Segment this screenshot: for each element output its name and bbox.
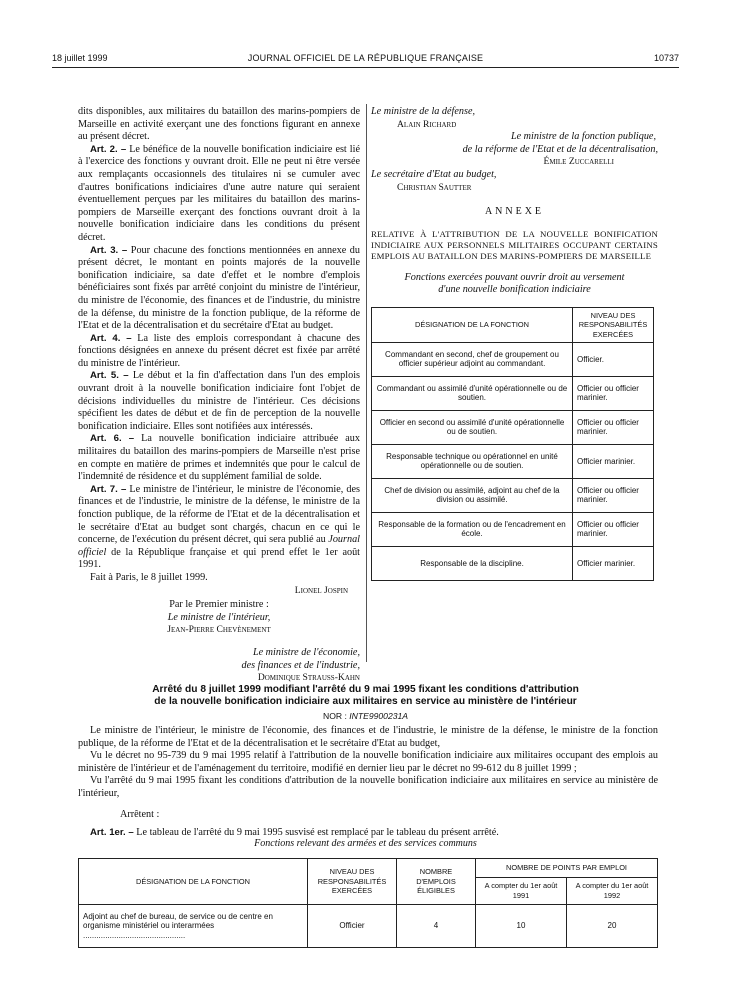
arretent: Arrêtent : bbox=[120, 808, 160, 820]
journal-officiel-ref: Journal officiel bbox=[78, 534, 360, 558]
article-5 bbox=[78, 370, 360, 433]
arrete-title bbox=[52, 684, 679, 708]
cell-niveau: Officier ou officier marinier. bbox=[573, 376, 654, 410]
right-column bbox=[371, 106, 658, 581]
table-header-row bbox=[79, 859, 658, 878]
nor-reference bbox=[52, 710, 679, 723]
minister-public-service-name: Émile Zuccarelli bbox=[543, 156, 614, 168]
annexe-caption-line-1: Fonctions exercées pouvant ouvrir droit au versement bbox=[404, 271, 625, 283]
annexe-caption-line-2: d'une nouvelle bonification indiciaire bbox=[438, 284, 591, 296]
nor-label: NOR : bbox=[322, 711, 350, 721]
article-label: Art. 1er. – bbox=[90, 827, 134, 839]
signature-premier-ministre: Lionel Jospin bbox=[294, 584, 348, 596]
table-row bbox=[79, 905, 658, 948]
left-column bbox=[78, 106, 360, 685]
cell-nombre: 4 bbox=[397, 905, 476, 948]
cell-fonction: Officier en second ou assimilé d'unité opérationnelle ou de soutien. bbox=[372, 410, 573, 444]
article-text: Le ministre de l'intérieur, le ministre de l'économie, des finances et de l'industrie, le ministre de la défense, le ministre de la fonction publique, de la réforme de l'Etat et de la décentralisation et le secrétaire d'Etat au budget sont chargés, chacun en ce qui le concerne, de l'exécution du présent décret, qui sera publié au bbox=[78, 483, 360, 546]
cell-fonction: Responsable technique ou opérationnel en unité opérationnelle ou de soutien. bbox=[372, 444, 573, 478]
cell-niveau: Officier ou officier marinier. bbox=[573, 512, 654, 546]
budget-secretary-title: Le secrétaire d'Etat au budget, bbox=[371, 168, 497, 180]
par-le-premier-ministre: Par le Premier ministre : bbox=[169, 599, 269, 611]
annexe-heading: ANNEXE bbox=[484, 206, 545, 218]
annexe-subheading: RELATIVE À L'ATTRIBUTION DE LA NOUVELLE BONIFICATION INDICIAIRE AUX PERSONNELS MILITAIRES OCCUPANT CERTAINS EMPLOIS AU BATAILLON DES MARINS-POMPIERS DE MARSEILLE bbox=[371, 228, 658, 261]
minister-public-service-title: Le ministre de la fonction publique, bbox=[510, 131, 656, 143]
cell-niveau: Officier ou officier marinier. bbox=[573, 410, 654, 444]
header-date: 18 juillet 1999 bbox=[52, 53, 108, 63]
col-header-designation: DÉSIGNATION DE LA FONCTION bbox=[79, 859, 308, 905]
cell-fonction: Commandant en second, chef de groupement ou officier supérieur adjoint au commandant. bbox=[372, 342, 573, 376]
cell-niveau: Officier bbox=[308, 905, 397, 948]
table-row bbox=[372, 410, 654, 444]
cell-niveau: Officier marinier. bbox=[573, 444, 654, 478]
article-2 bbox=[78, 144, 360, 245]
col-header-niveau: NIVEAU DES RESPONSABILITÉS EXERCÉES bbox=[308, 859, 397, 905]
cell-points-1992: 20 bbox=[567, 905, 658, 948]
cell-fonction: Chef de division ou assimilé, adjoint au chef de la division ou assimilé. bbox=[372, 478, 573, 512]
cell-points-1991: 10 bbox=[476, 905, 567, 948]
header-page-number: 10737 bbox=[653, 53, 679, 63]
article-7 bbox=[78, 484, 360, 572]
col-header-1992: A compter du 1er août 1992 bbox=[567, 878, 658, 905]
header-journal: JOURNAL OFFICIEL DE LA RÉPUBLIQUE FRANÇAISE bbox=[247, 53, 484, 63]
col-header-1991: A compter du 1er août 1991 bbox=[476, 878, 567, 905]
arrete-preamble: Le ministre de l'intérieur, le ministre de l'économie, des finances et de l'industrie, le ministre de la défense, le ministre de la fonction publique, de la réforme de l'Etat et de la décentralisation et le secrétaire d'Etat au budget, bbox=[78, 725, 658, 749]
minister-interior-name: Jean-Pierre Chevènement bbox=[167, 624, 271, 636]
cell-niveau: Officier ou officier marinier. bbox=[573, 478, 654, 512]
minister-defense-title: Le ministre de la défense, bbox=[371, 106, 476, 117]
minister-economy-title-2: des finances et de l'industrie, bbox=[241, 659, 360, 671]
minister-economy-title: Le ministre de l'économie, bbox=[252, 646, 360, 658]
minister-defense-name: Alain Richard bbox=[397, 118, 457, 130]
arrete-vu-arrete: Vu l'arrêté du 9 mai 1995 fixant les conditions d'attribution de la nouvelle bonification indiciaire aux militaires en service au ministère de l'intérieur, bbox=[78, 775, 658, 799]
cell-fonction: Responsable de la formation ou de l'encadrement en école. bbox=[372, 512, 573, 546]
column-divider bbox=[366, 104, 367, 662]
article-label: Art. 2. – bbox=[90, 143, 127, 155]
table-caption: Fonctions relevant des armées et des services communs bbox=[254, 838, 477, 849]
article-6 bbox=[78, 433, 360, 483]
table-header-row bbox=[372, 307, 654, 342]
article-4 bbox=[78, 333, 360, 371]
arrete-vu-decret: Vu le décret no 95-739 du 9 mai 1995 relatif à l'attribution de la nouvelle bonification indiciaire aux militaires occupant des emplois au ministère de l'intérieur et de l'aménagement du territoire, modifié en dernier lieu par le décret no 99-612 du 8 juillet 1999 ; bbox=[78, 750, 658, 774]
arrete-body bbox=[78, 725, 658, 840]
cell-niveau: Officier marinier. bbox=[573, 546, 654, 580]
col-header-designation: DÉSIGNATION DE LA FONCTION bbox=[372, 307, 573, 342]
table-row bbox=[372, 546, 654, 580]
table-row bbox=[372, 342, 654, 376]
article-label: Art. 5. – bbox=[90, 370, 129, 382]
paragraph-continuation: dits disponibles, aux militaires du bataillon des marins-pompiers de Marseille en activité exerçant une des fonctions figurant en annexe au présent décret. bbox=[78, 106, 360, 143]
table-row bbox=[372, 376, 654, 410]
article-label: Art. 6. – bbox=[90, 433, 135, 445]
table-row bbox=[372, 478, 654, 512]
article-text: Le début et la fin d'affectation dans l'un des emplois ouvrant droit à la nouvelle bonification indiciaire font l'objet de décisions individuelles du ministre de l'intérieur. Ces décisions spécifient les dates de début et de fin de perception de la nouvelle bonification indiciaire. Elles sont notifiées aux intéressés. bbox=[78, 370, 360, 432]
article-text: Le tableau de l'arrêté du 9 mai 1995 susvisé est remplacé par le tableau du présent arrêté. bbox=[133, 827, 499, 839]
article-label: Art. 3. – bbox=[90, 244, 128, 256]
minister-public-service-title-2: de la réforme de l'Etat et de la décentralisation, bbox=[462, 143, 658, 155]
col-header-points: NOMBRE DE POINTS PAR EMPLOI bbox=[476, 859, 658, 878]
cell-fonction: Adjoint au chef de bureau, de service ou de centre en organisme ministériel ou interarmées .............................................. bbox=[79, 905, 308, 948]
article-label: Art. 7. – bbox=[90, 483, 127, 495]
col-header-nombre: NOMBRE D'EMPLOIS ÉLIGIBLES bbox=[397, 859, 476, 905]
cell-fonction: Responsable de la discipline. bbox=[372, 546, 573, 580]
cell-niveau: Officier. bbox=[573, 342, 654, 376]
header-rule bbox=[52, 67, 679, 68]
cell-fonction: Commandant ou assimilé d'unité opérationnelle ou de soutien. bbox=[372, 376, 573, 410]
annexe-caption bbox=[371, 272, 658, 297]
article-label: Art. 4. – bbox=[90, 332, 132, 344]
article-text: La liste des emplois correspondant à chacune des fonctions désignées en annexe du présent décret est fixée par arrêté du ministre de l'intérieur. bbox=[78, 332, 360, 369]
minister-economy-name: Dominique Strauss-Kahn bbox=[257, 672, 360, 684]
arrete-title-line-1: Arrêté du 8 juillet 1999 modifiant l'arrêté du 9 mai 1995 fixant les conditions d'attribution bbox=[152, 684, 579, 695]
article-text: Pour chacune des fonctions mentionnées en annexe du présent décret, le montant en points majorés de la nouvelle bonification indiciaire, sa date d'effet et le nombre d'emplois bénéficiaires sont fixés par arrêté conjoint du ministre de l'intérieur, du ministre de l'économie, des finances et de l'industrie, du ministre de la défense, du ministre de la fonction publique, de la réforme de l'Etat et de la décentralisation et du secrétaire d'Etat au budget. bbox=[78, 244, 360, 332]
col-header-niveau: NIVEAU DES RESPONSABILITÉS EXERCÉES bbox=[573, 307, 654, 342]
article-text-end: de la République française et qui prend effet le 1er août 1991. bbox=[78, 546, 360, 571]
nor-code: INTE9900231A bbox=[349, 711, 409, 721]
points-table bbox=[78, 858, 658, 948]
article-text: Le bénéfice de la nouvelle bonification indiciaire est lié à l'exercice des fonctions y ouvrant droit. Elle ne peut ni être versée aux remplaçants occasionnels des titulaires ni se cumuler avec d'autres bonifications indiciaires d'une autre nature qui seraient éventuellement perçues par les militaires du bataillon des marins-pompiers de Marseille exerçant des fonctions ouvrant droit à la nouvelle bonification indiciaire dans les conditions du présent décret. bbox=[78, 143, 360, 243]
table-row bbox=[372, 512, 654, 546]
minister-interior-title: Le ministre de l'intérieur, bbox=[167, 611, 271, 623]
fait-a-paris: Fait à Paris, le 8 juillet 1999. bbox=[90, 571, 208, 583]
budget-secretary-name: Christian Sautter bbox=[397, 181, 472, 193]
annexe-table bbox=[371, 307, 654, 581]
article-3 bbox=[78, 245, 360, 333]
page-header bbox=[52, 52, 679, 66]
arrete-title-line-2: de la nouvelle bonification indiciaire aux militaires en service au ministère de l'intérieur bbox=[154, 696, 577, 707]
table-row bbox=[372, 444, 654, 478]
article-text: La nouvelle bonification indiciaire attribuée aux militaires du bataillon des marins-pompiers de Marseille n'est prise en compte en matière de primes et indemnités que pour le calcul de l'indemnité de résidence et du supplément familial de solde. bbox=[78, 433, 360, 483]
